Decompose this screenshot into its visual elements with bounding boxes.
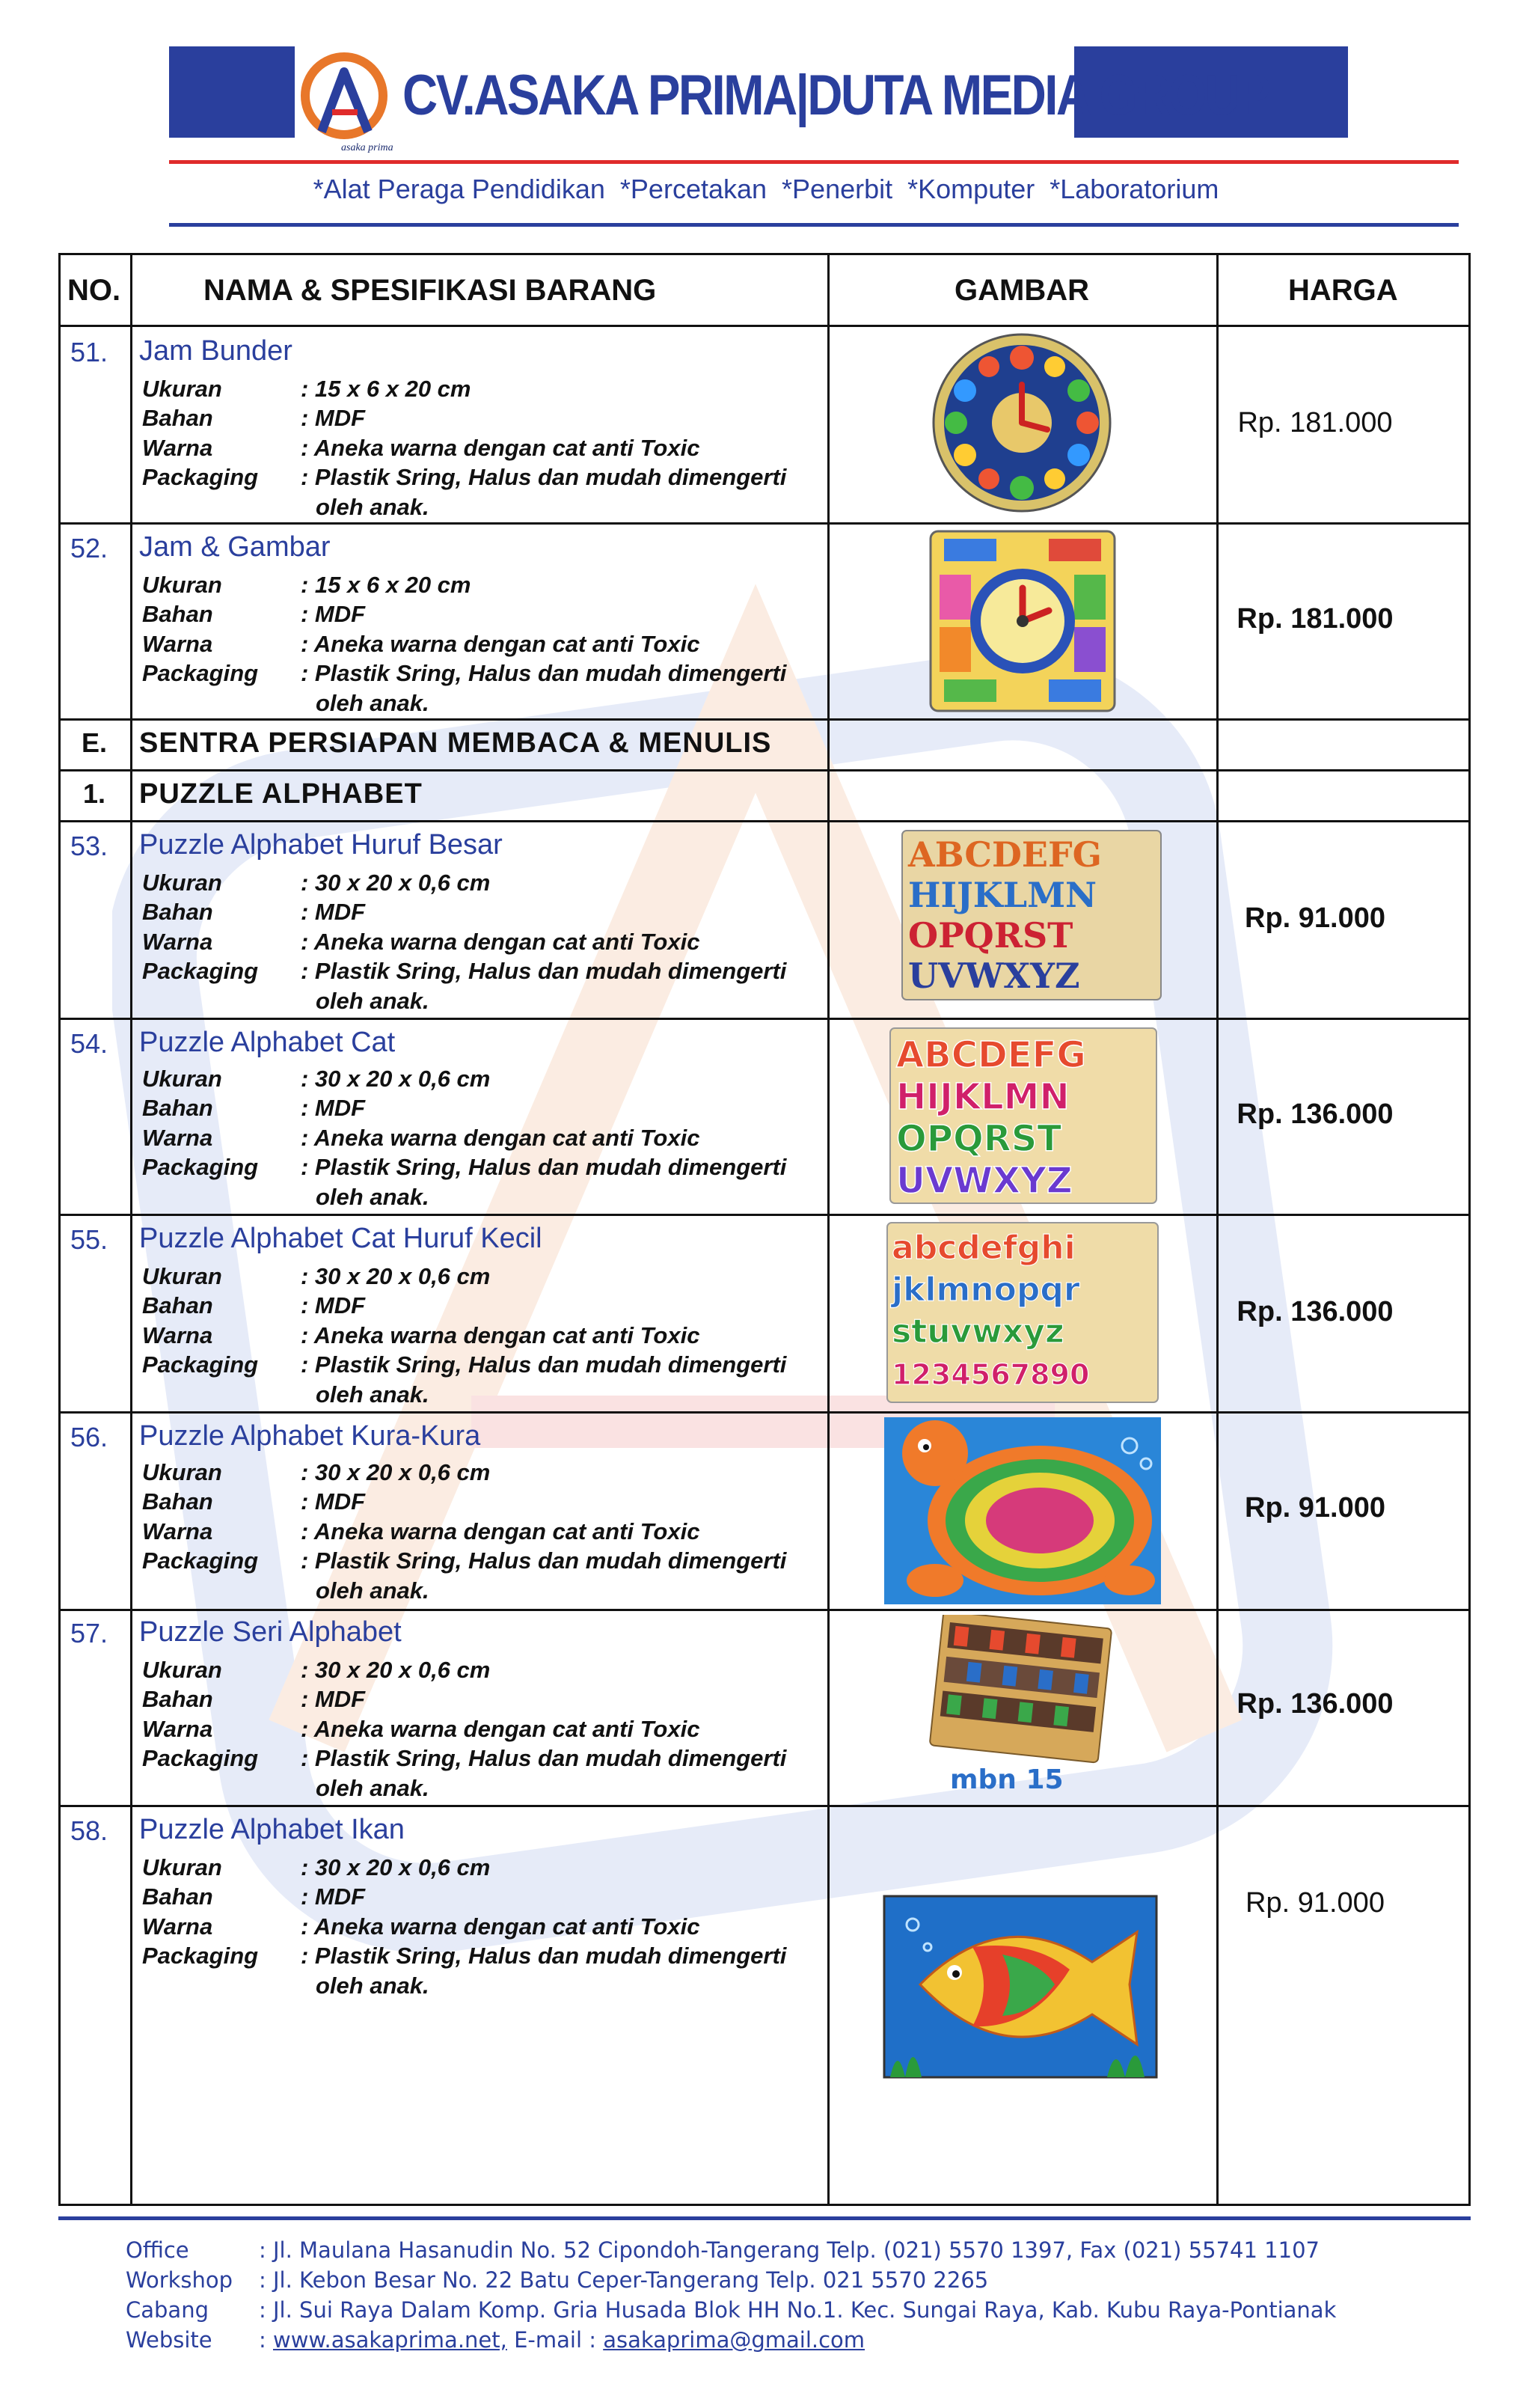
- item-name: Jam & Gambar: [139, 531, 331, 563]
- item-name: Puzzle Alphabet Huruf Besar: [139, 829, 503, 861]
- spec-material: : MDF: [301, 1292, 366, 1318]
- spec-packaging-cont: oleh anak.: [316, 1775, 429, 1801]
- branch-label: Cabang: [126, 2297, 209, 2323]
- spec-size: : 15 x 6 x 20 cm: [301, 376, 471, 402]
- spec-label-material: Bahan: [142, 1883, 213, 1910]
- item-price: Rp. 91.000: [1245, 902, 1385, 934]
- spec-packaging-cont: oleh anak.: [316, 494, 429, 520]
- spec-packaging: : Plastik Sring, Halus dan mudah dimengerti: [301, 1745, 787, 1771]
- item-number: 56.: [70, 1422, 108, 1452]
- spec-packaging: : Plastik Sring, Halus dan mudah dimengerti: [301, 1547, 787, 1574]
- spec-label-material: Bahan: [142, 1686, 213, 1712]
- spec-label-size: Ukuran: [142, 376, 222, 402]
- spec-label-size: Ukuran: [142, 1854, 222, 1880]
- spec-color: : Aneka warna dengan cat anti Toxic: [301, 1716, 700, 1742]
- item-price: Rp. 181.000: [1237, 603, 1394, 635]
- spec-label-packaging: Packaging: [142, 958, 259, 984]
- spec-material: : MDF: [301, 1488, 366, 1515]
- item-name: Puzzle Alphabet Cat Huruf Kecil: [139, 1223, 542, 1254]
- spec-size: : 30 x 20 x 0,6 cm: [301, 1657, 491, 1683]
- row-divider: [58, 1018, 1471, 1020]
- spec-material: : MDF: [301, 1686, 366, 1712]
- row-divider: [58, 1411, 1471, 1414]
- spec-label-size: Ukuran: [142, 572, 222, 598]
- puzzle-letter-row: OPQRST: [896, 1118, 1062, 1160]
- section-code: E.: [81, 727, 107, 758]
- spec-label-color: Warna: [142, 1913, 213, 1940]
- item-price: Rp. 136.000: [1237, 1296, 1394, 1327]
- spec-size: : 30 x 20 x 0,6 cm: [301, 1263, 491, 1289]
- spec-packaging-cont: oleh anak.: [316, 1381, 429, 1408]
- spec-packaging-cont: oleh anak.: [316, 1577, 429, 1604]
- spec-size: : 15 x 6 x 20 cm: [301, 572, 471, 598]
- spec-packaging: : Plastik Sring, Halus dan mudah dimengerti: [301, 1351, 787, 1378]
- puzzle-letter-row: HIJKLMN: [896, 1076, 1070, 1118]
- clock-picture-puzzle-image: [929, 530, 1116, 712]
- spec-label-material: Bahan: [142, 1095, 213, 1121]
- spec-label-packaging: Packaging: [142, 1943, 259, 1969]
- spec-size: : 30 x 20 x 0,6 cm: [301, 1854, 491, 1880]
- item-number: 55.: [70, 1224, 108, 1255]
- spec-packaging-cont: oleh anak.: [316, 1972, 429, 1999]
- round-clock-puzzle-image: [922, 332, 1122, 513]
- spec-packaging: : Plastik Sring, Halus dan mudah dimengerti: [301, 660, 787, 686]
- spec-packaging-cont: oleh anak.: [316, 690, 429, 716]
- company-name: CV.ASAKA PRIMA|DUTA MEDIA GROUP: [402, 64, 1269, 127]
- spec-label-material: Bahan: [142, 1292, 213, 1318]
- footer-rule: [58, 2216, 1471, 2220]
- spec-color: : Aneka warna dengan cat anti Toxic: [301, 1913, 700, 1940]
- spec-size: : 30 x 20 x 0,6 cm: [301, 870, 491, 896]
- header-blue-rule: [169, 223, 1459, 227]
- spec-packaging-cont: oleh anak.: [316, 988, 429, 1014]
- item-price: Rp. 181.000: [1237, 407, 1393, 438]
- row-divider: [58, 1214, 1471, 1216]
- spec-label-packaging: Packaging: [142, 660, 259, 686]
- website-row: [259, 2327, 865, 2353]
- spec-label-packaging: Packaging: [142, 1547, 259, 1574]
- spec-color: : Aneka warna dengan cat anti Toxic: [301, 1322, 700, 1348]
- spec-label-packaging: Packaging: [142, 464, 259, 490]
- spec-color: : Aneka warna dengan cat anti Toxic: [301, 929, 700, 955]
- spec-label-packaging: Packaging: [142, 1351, 259, 1378]
- spec-label-color: Warna: [142, 631, 213, 657]
- row-divider: [58, 522, 1471, 525]
- spec-label-size: Ukuran: [142, 870, 222, 896]
- spec-packaging: : Plastik Sring, Halus dan mudah dimengerti: [301, 1943, 787, 1969]
- item-price: Rp. 136.000: [1237, 1098, 1394, 1130]
- spec-label-material: Bahan: [142, 1488, 213, 1515]
- col-divider-name: [827, 253, 830, 2206]
- item-number: 58.: [70, 1815, 108, 1846]
- spec-label-size: Ukuran: [142, 1459, 222, 1485]
- item-name: Puzzle Seri Alphabet: [139, 1616, 402, 1648]
- col-divider-no: [130, 253, 132, 2206]
- puzzle-letter-row: HIJKLMN: [908, 875, 1097, 915]
- item-name: Puzzle Alphabet Kura-Kura: [139, 1420, 481, 1452]
- puzzle-letter-row: ABCDEFG: [896, 1034, 1086, 1076]
- spec-label-material: Bahan: [142, 899, 213, 925]
- workshop-address: : Jl. Kebon Besar No. 22 Batu Ceper-Tangerang Telp. 021 5570 2265: [259, 2267, 989, 2293]
- spec-packaging: : Plastik Sring, Halus dan mudah dimengerti: [301, 1154, 787, 1180]
- header-image: GAMBAR: [955, 274, 1089, 307]
- puzzle-number-row: 1234567890: [892, 1358, 1090, 1391]
- spec-material: : MDF: [301, 601, 366, 627]
- item-name: Jam Bunder: [139, 335, 292, 367]
- spec-label-color: Warna: [142, 1125, 213, 1151]
- tagline: *Alat Peraga Pendidikan *Percetakan *Penerbit *Komputer *Laboratorium: [313, 174, 1219, 204]
- header-name-spec: NAMA & SPESIFIKASI BARANG: [203, 274, 657, 307]
- item-number: 51.: [70, 337, 108, 367]
- spec-packaging-cont: oleh anak.: [316, 1184, 429, 1210]
- spec-color: : Aneka warna dengan cat anti Toxic: [301, 631, 700, 657]
- spec-size: : 30 x 20 x 0,6 cm: [301, 1066, 491, 1092]
- section-title: SENTRA PERSIAPAN MEMBACA & MENULIS: [139, 727, 772, 759]
- spec-label-color: Warna: [142, 1322, 213, 1348]
- puzzle-caption: mbn 15: [950, 1764, 1064, 1795]
- fish-alphabet-puzzle-image: [883, 1895, 1158, 2079]
- workshop-label: Workshop: [126, 2267, 233, 2293]
- item-number: 54.: [70, 1028, 108, 1059]
- spec-packaging: : Plastik Sring, Halus dan mudah dimengerti: [301, 958, 787, 984]
- item-price: Rp. 136.000: [1237, 1688, 1394, 1720]
- item-name: Puzzle Alphabet Cat: [139, 1027, 396, 1058]
- spec-color: : Aneka warna dengan cat anti Toxic: [301, 1125, 700, 1151]
- spec-label-color: Warna: [142, 929, 213, 955]
- header-red-rule: [169, 160, 1459, 164]
- subsection-code: 1.: [82, 778, 106, 809]
- spec-label-packaging: Packaging: [142, 1154, 259, 1180]
- spec-material: : MDF: [301, 899, 366, 925]
- painted-alphabet-puzzle-image: [889, 1027, 1158, 1205]
- spec-label-size: Ukuran: [142, 1066, 222, 1092]
- office-address: : Jl. Maulana Hasanudin No. 52 Cipondoh-Tangerang Telp. (021) 5570 1397, Fax (021) 55741 1107: [259, 2237, 1320, 2263]
- spec-label-color: Warna: [142, 1716, 213, 1742]
- row-divider: [58, 1609, 1471, 1611]
- item-number: 52.: [70, 533, 108, 563]
- item-price: Rp. 91.000: [1245, 1492, 1385, 1524]
- puzzle-letter-row: abcdefghi: [892, 1229, 1076, 1267]
- spec-material: : MDF: [301, 1095, 366, 1121]
- uppercase-alphabet-puzzle-image: [880, 829, 1164, 1012]
- puzzle-letter-row: stuvwxyz: [892, 1313, 1064, 1351]
- spec-color: : Aneka warna dengan cat anti Toxic: [301, 1518, 700, 1544]
- spec-size: : 30 x 20 x 0,6 cm: [301, 1459, 491, 1485]
- lowercase-alphabet-puzzle-image: [886, 1221, 1159, 1404]
- puzzle-letter-row: UVWXYZ: [896, 1160, 1073, 1202]
- turtle-alphabet-puzzle-image: [883, 1416, 1162, 1606]
- row-divider: [58, 718, 1471, 721]
- spec-label-packaging: Packaging: [142, 1745, 259, 1771]
- puzzle-letter-row: ABCDEFG: [908, 834, 1102, 875]
- subsection-title: PUZZLE ALPHABET: [139, 778, 423, 810]
- spec-material: : MDF: [301, 405, 366, 431]
- spec-packaging: : Plastik Sring, Halus dan mudah dimengerti: [301, 464, 787, 490]
- item-number: 57.: [70, 1618, 108, 1648]
- header-blue-block-left: [169, 46, 295, 138]
- spec-label-material: Bahan: [142, 405, 213, 431]
- office-label: Office: [126, 2237, 189, 2263]
- spec-label-size: Ukuran: [142, 1263, 222, 1289]
- row-divider: [58, 820, 1471, 822]
- header-price: HARGA: [1288, 274, 1398, 307]
- company-logo: [299, 43, 396, 156]
- logo-subtext: asaka prima: [341, 142, 393, 153]
- item-name: Puzzle Alphabet Ikan: [139, 1814, 405, 1845]
- spec-label-material: Bahan: [142, 601, 213, 627]
- spec-label-color: Warna: [142, 435, 213, 461]
- puzzle-letter-row: UVWXYZ: [908, 956, 1080, 996]
- email-link[interactable]: asakaprima@gmail.com: [603, 2327, 865, 2353]
- puzzle-letter-row: OPQRST: [908, 915, 1073, 956]
- spec-label-color: Warna: [142, 1518, 213, 1544]
- alphabet-series-puzzle-image: [920, 1615, 1115, 1800]
- row-divider: [58, 769, 1471, 771]
- website-link[interactable]: www.asakaprima.net,: [273, 2327, 507, 2353]
- item-number: 53.: [70, 831, 108, 861]
- email-label: E-mail :: [514, 2327, 596, 2353]
- spec-color: : Aneka warna dengan cat anti Toxic: [301, 435, 700, 461]
- row-divider: [58, 325, 1471, 327]
- puzzle-letter-row: jklmnopqr: [892, 1271, 1080, 1309]
- header-no: NO.: [67, 274, 121, 307]
- website-colon: :: [259, 2327, 266, 2353]
- spec-material: : MDF: [301, 1883, 366, 1910]
- row-divider: [58, 1805, 1471, 1807]
- item-price: Rp. 91.000: [1245, 1887, 1385, 1919]
- website-label: Website: [126, 2327, 212, 2353]
- branch-address: : Jl. Sui Raya Dalam Komp. Gria Husada Blok HH No.1. Kec. Sungai Raya, Kab. Kubu Raya-Pontianak: [259, 2297, 1337, 2323]
- spec-label-size: Ukuran: [142, 1657, 222, 1683]
